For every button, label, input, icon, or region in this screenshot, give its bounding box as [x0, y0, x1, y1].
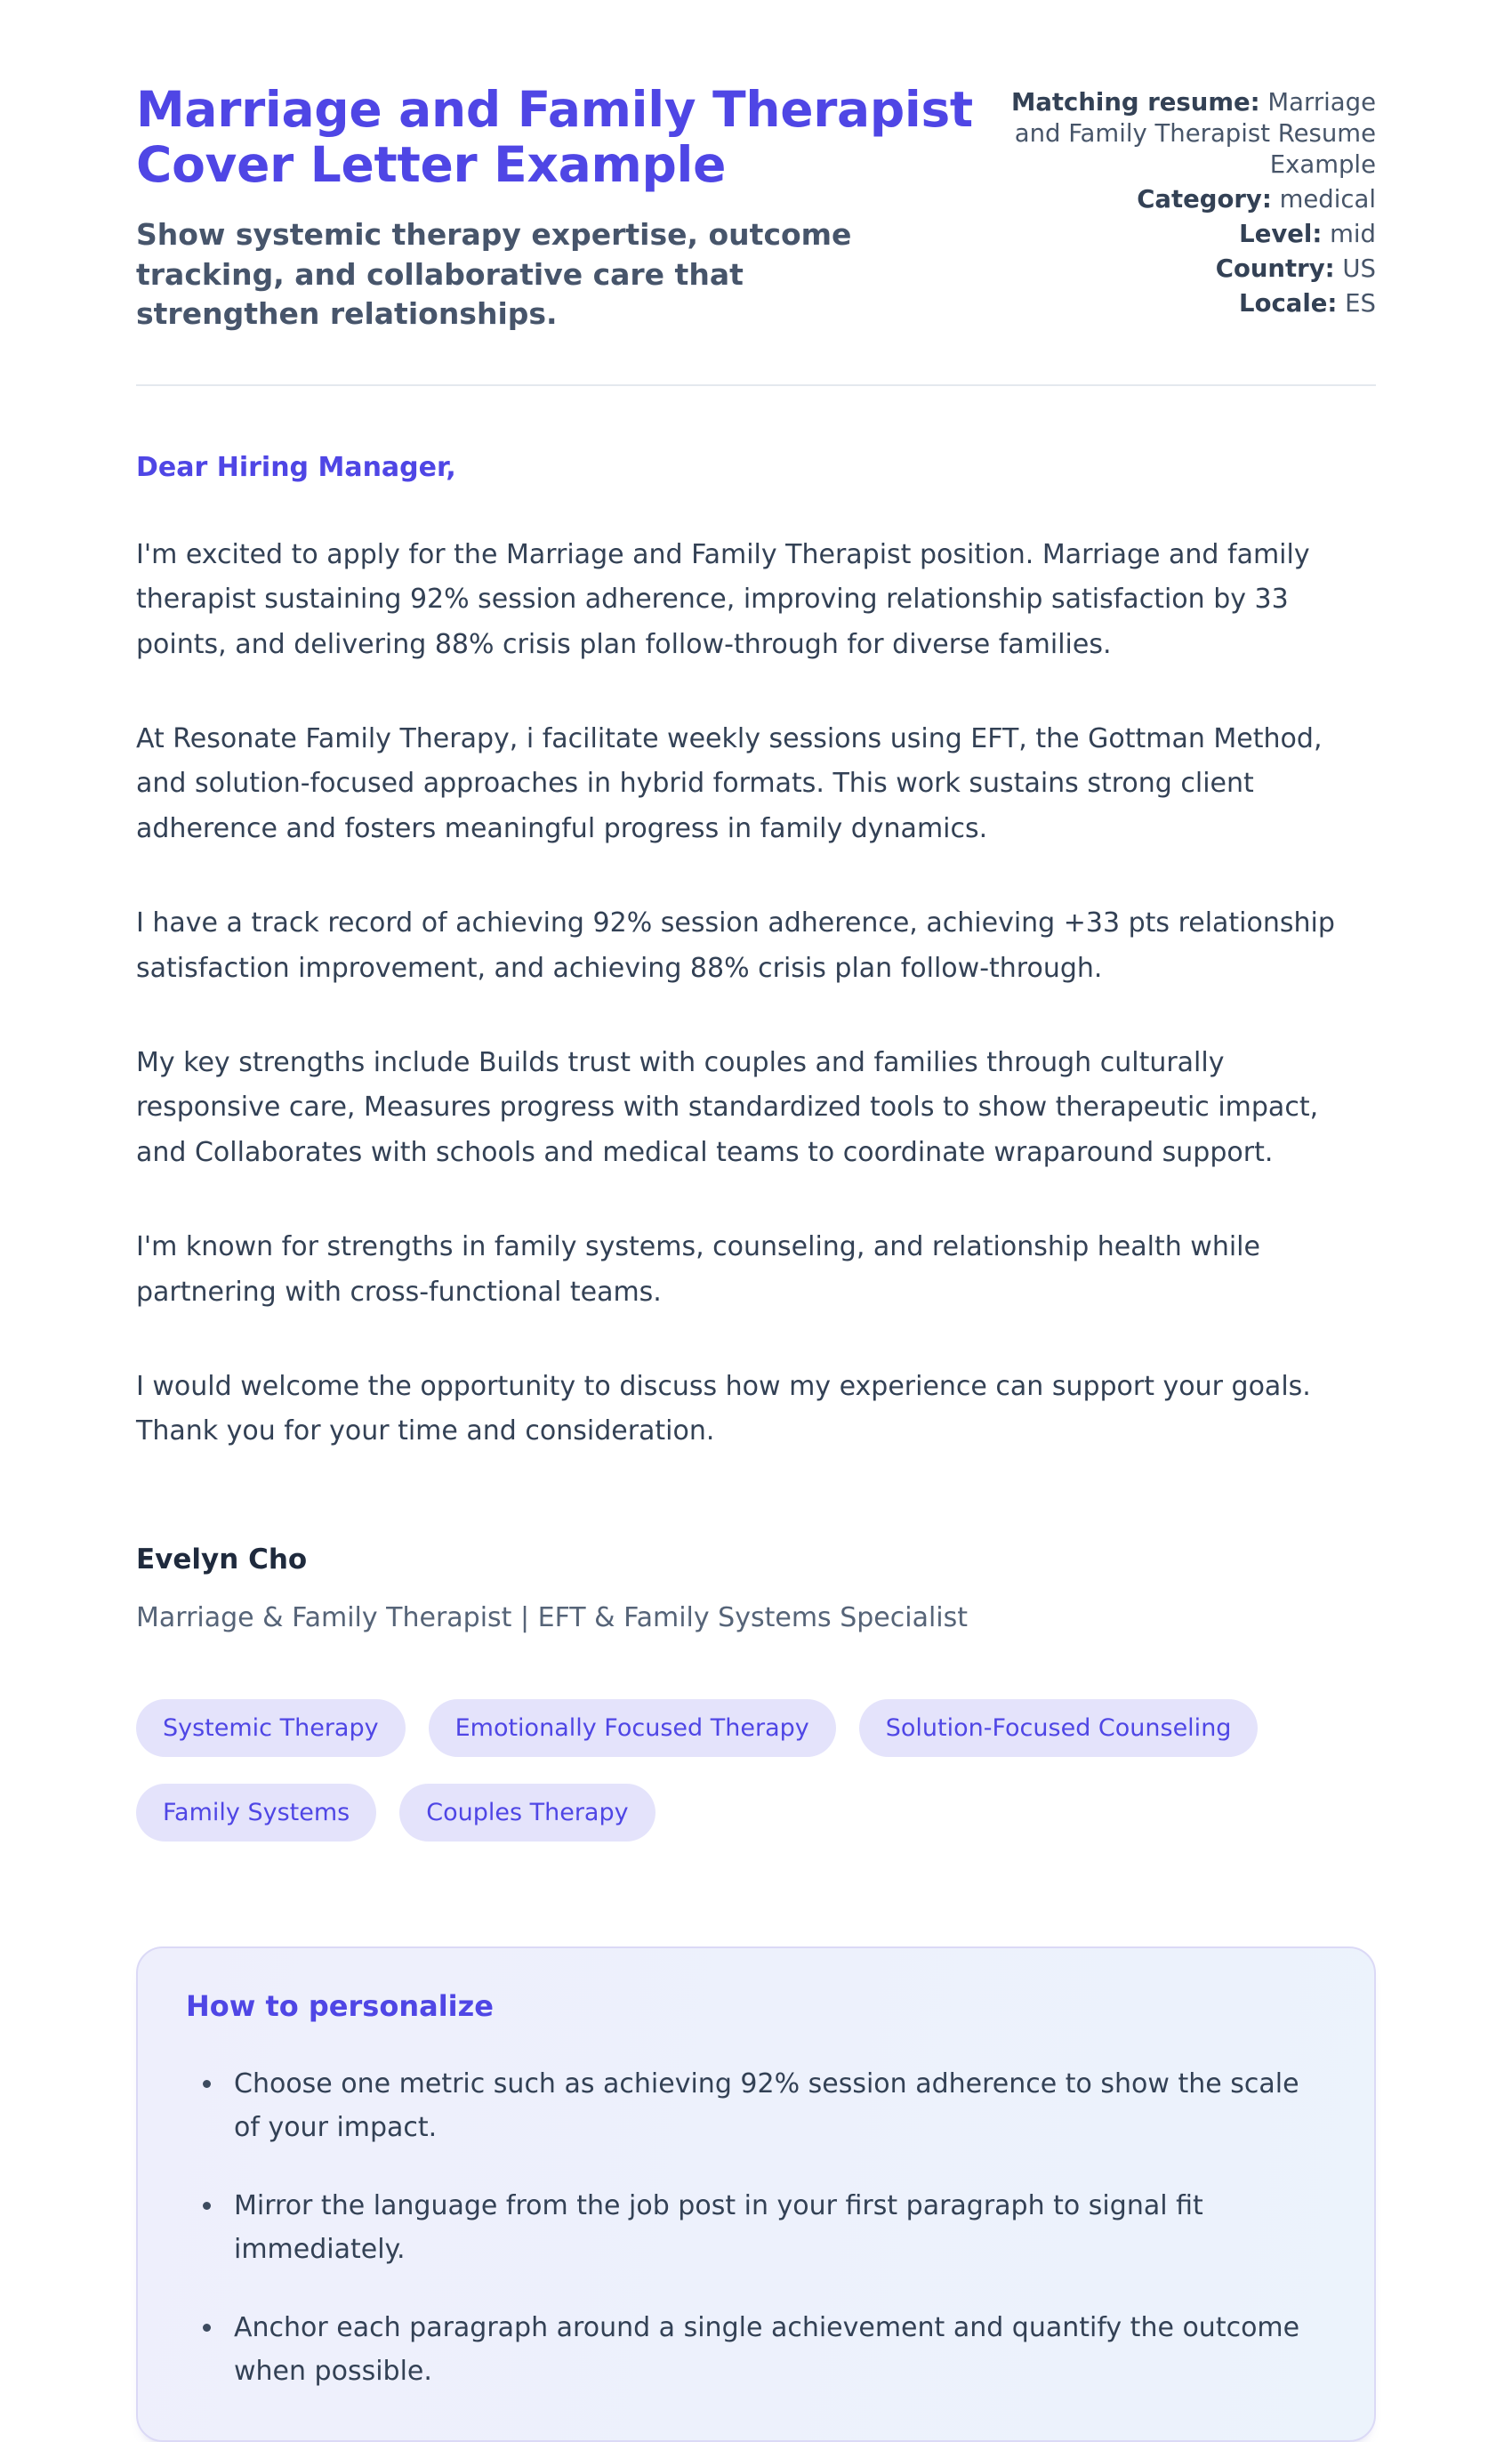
- tag-chip-emotionally-focused-therapy[interactable]: Emotionally Focused Therapy: [429, 1699, 836, 1757]
- tip-item-2: • Mirror the language from the job post in your first paragraph to signal fit immediately.: [225, 2184, 1326, 2272]
- meta-row-matching-resume: [988, 87, 1376, 181]
- meta-row-country: [988, 254, 1376, 285]
- cover-letter-body: [136, 452, 1376, 1842]
- personalize-tips-box: [136, 1946, 1376, 2442]
- tip-item-1: • Choose one metric such as achieving 92% session adherence to show the scale of your impact.: [225, 2062, 1326, 2150]
- tips-list: [186, 2062, 1326, 2394]
- tag-chip-systemic-therapy[interactable]: Systemic Therapy: [136, 1699, 406, 1757]
- meta-row-category: [988, 184, 1376, 215]
- meta-label-level: Level:: [1239, 219, 1323, 248]
- page-subtitle: Show systemic therapy expertise, outcome tracking, and collaborative care that strengthen relationships.: [136, 217, 852, 332]
- greeting: Dear Hiring Manager,: [136, 451, 456, 483]
- header-divider: [136, 384, 1376, 386]
- meta-value-locale: ES: [1345, 288, 1376, 318]
- meta-value-country: US: [1342, 254, 1376, 283]
- page: [136, 0, 1376, 2442]
- letter-paragraph-1: I'm excited to apply for the Marriage and Family Therapist position. Marriage and family therapist sustaining 92% session adherence, improving relationship satisfaction by 33 points, and delivering 88% crisis plan follow-through for diverse families.: [136, 538, 1310, 660]
- meta-value-category: medical: [1279, 184, 1376, 214]
- signature-block: [136, 1543, 1376, 1633]
- meta-row-level: [988, 219, 1376, 250]
- letter-paragraph-6: I would welcome the opportunity to discuss how my experience can support your goals. Thank you for your time and consideration.: [136, 1371, 1311, 1447]
- resume-meta: [988, 82, 1376, 322]
- meta-label-country: Country:: [1215, 254, 1335, 283]
- page-title: Marriage and Family Therapist Cover Letter Example: [136, 81, 973, 194]
- tag-chip-solution-focused-counseling[interactable]: Solution-Focused Counseling: [859, 1699, 1259, 1757]
- letter-paragraph-4: My key strengths include Builds trust with couples and families through culturally responsive care, Measures progress with standardized tools to show therapeutic impact, and Collaborates with schools and medical teams to coordinate wraparound support.: [136, 1047, 1319, 1168]
- letter-paragraph-2: At Resonate Family Therapy, i facilitate weekly sessions using EFT, the Gottman Method, and solution-focused approaches in hybrid formats. This work sustains strong client adherence and fosters meaningful progress in family dynamics.: [136, 723, 1323, 844]
- letter-paragraph-3: I have a track record of achieving 92% session adherence, achieving +33 pts relationship satisfaction improvement, and achieving 88% crisis plan follow-through.: [136, 907, 1335, 984]
- signature-role: Marriage & Family Therapist | EFT & Family Systems Specialist: [136, 1601, 969, 1633]
- meta-value-level: mid: [1330, 219, 1376, 248]
- meta-row-locale: [988, 288, 1376, 319]
- tip-item-3: • Anchor each paragraph around a single achievement and quantify the outcome when possible.: [225, 2306, 1326, 2394]
- tips-heading: How to personalize: [186, 1988, 494, 2023]
- tag-chip-family-systems[interactable]: Family Systems: [136, 1784, 376, 1842]
- meta-value-matching-resume: Marriage and Family Therapist Resume Example: [1014, 88, 1376, 179]
- header: [136, 82, 1376, 334]
- header-left: [136, 82, 988, 334]
- meta-label-locale: Locale:: [1239, 288, 1338, 318]
- signature-name: Evelyn Cho: [136, 1543, 308, 1576]
- tag-chip-couples-therapy[interactable]: Couples Therapy: [399, 1784, 655, 1842]
- meta-label-category: Category:: [1137, 184, 1272, 214]
- letter-paragraph-5: I'm known for strengths in family systems, counseling, and relationship health while partnering with cross-functional teams.: [136, 1231, 1260, 1308]
- meta-label-matching-resume: Matching resume:: [1010, 88, 1260, 117]
- tag-list: [136, 1699, 1376, 1842]
